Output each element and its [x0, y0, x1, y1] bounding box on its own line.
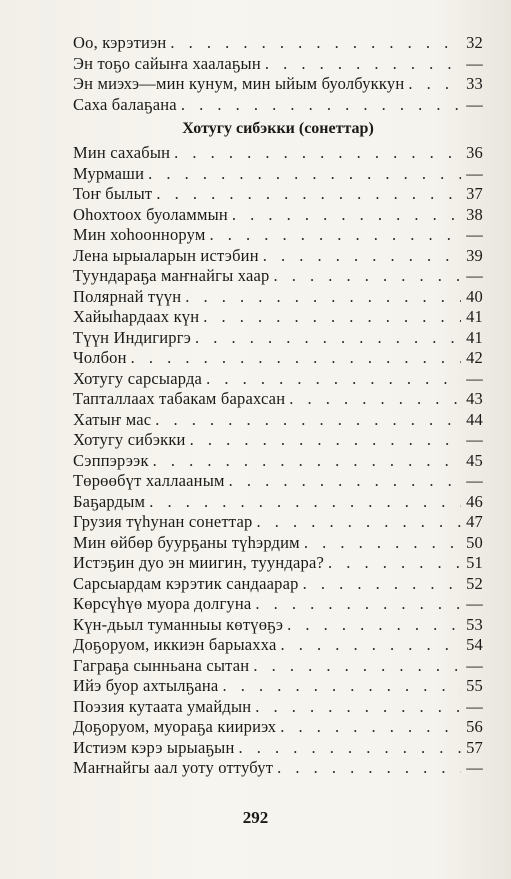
dot-leader [170, 33, 461, 54]
dot-leader [222, 676, 461, 697]
toc-entry [73, 33, 483, 54]
toc-entry [73, 348, 483, 369]
toc-entry-page: — [466, 758, 483, 777]
toc-entry [73, 758, 483, 779]
toc-entry-title: Мин сахабын [73, 143, 171, 162]
page-number: 292 [242, 808, 269, 827]
dot-leader [239, 738, 462, 759]
dot-leader [190, 430, 461, 451]
toc-entry-title: Түүн Индигиргэ [73, 327, 192, 347]
toc-entry-page: 37 [466, 184, 483, 203]
toc-entry-title: Тапталлаах табакам барахсан [73, 389, 286, 408]
toc-entry-page: 44 [466, 409, 483, 429]
toc-entry-title: Хайыһардаах күн [73, 307, 200, 326]
dot-leader [408, 74, 461, 95]
dot-leader [210, 225, 462, 246]
dot-leader [277, 758, 461, 779]
toc-entry [73, 430, 483, 451]
toc-entry [73, 697, 483, 718]
toc-entry [73, 54, 483, 75]
toc-entry-title: Хотугу сибэкки [73, 430, 186, 449]
toc-entry-page: — [466, 368, 483, 388]
toc-entry-title: Эн тоҕо сайыҥа хаалаҕын [73, 53, 261, 73]
toc-entry-title: Гаграҕа сынньана сытан [73, 655, 250, 675]
toc-entry-title: Сарсыардам кэрэтик сандаарар [73, 573, 299, 593]
toc-entry-page: 53 [466, 614, 483, 634]
toc-entry-page: 54 [466, 635, 483, 654]
toc-entry-page: 47 [466, 512, 483, 531]
toc-entry [73, 225, 483, 246]
dot-leader [206, 369, 461, 390]
toc-entry-page: — [466, 94, 483, 114]
dot-leader [148, 164, 461, 185]
toc-entry-page: — [466, 655, 483, 675]
dot-leader [131, 348, 461, 369]
dot-leader [203, 307, 461, 328]
toc-entry-title: Чолбон [73, 348, 127, 367]
toc-entry-title: Тоҥ былыт [73, 184, 153, 203]
toc-list-top [73, 33, 483, 115]
dot-leader [280, 635, 461, 656]
toc-entry-page: 51 [466, 553, 483, 572]
toc-entry-page: — [466, 53, 483, 73]
toc-entry-page: 46 [466, 491, 483, 511]
dot-leader [181, 95, 461, 116]
toc-entry-page: 40 [466, 286, 483, 306]
toc-entry [73, 553, 483, 574]
toc-entry-title: Ийэ буор ахтылҕана [73, 676, 219, 695]
toc-entry-page: 33 [466, 74, 483, 93]
dot-leader [232, 205, 461, 226]
toc-entry-page: 57 [466, 737, 483, 757]
dot-leader [265, 54, 461, 75]
toc-entry [73, 635, 483, 656]
toc-entry [73, 184, 483, 205]
toc-entry-title: Оо, кэрэтиэн [73, 33, 167, 52]
toc-entry-page: 38 [466, 204, 483, 224]
toc-entry-page: 36 [466, 143, 483, 162]
toc-entry [73, 164, 483, 185]
toc-entry-title: Доҕоруом, муораҕа киириэх [73, 717, 277, 736]
dot-leader [273, 266, 461, 287]
toc-entry [73, 246, 483, 267]
toc-entry-page: — [466, 266, 483, 285]
toc-entry-title: Туундараҕа маҥнайгы хаар [73, 266, 270, 285]
toc-entry [73, 369, 483, 390]
toc-entry [73, 328, 483, 349]
table-of-contents [73, 33, 483, 779]
toc-entry-page: 45 [466, 450, 483, 470]
toc-entry-title: Мин өйбөр буурҕаны түһэрдим [73, 532, 300, 552]
toc-entry [73, 287, 483, 308]
toc-entry [73, 738, 483, 759]
toc-entry-title: Хотугу сарсыарда [73, 368, 203, 388]
toc-entry-title: Көрсүһүө муора долгуна [73, 594, 252, 613]
dot-leader [303, 574, 461, 595]
toc-entry [73, 389, 483, 410]
toc-entry-page: 43 [466, 389, 483, 408]
dot-leader [229, 471, 461, 492]
toc-entry-page: 32 [466, 33, 483, 52]
toc-entry-title: Саха балаҕана [73, 94, 177, 114]
toc-entry-title: Сэппэрээк [73, 450, 149, 470]
toc-entry-page: 42 [466, 348, 483, 367]
toc-entry-title: Лена ырыаларын истэбин [73, 245, 259, 265]
toc-entry-title: Полярнай түүн [73, 286, 182, 306]
toc-entry-page: — [466, 471, 483, 490]
toc-entry-page: 39 [466, 245, 483, 265]
toc-entry-page: — [466, 594, 483, 613]
toc-entry [73, 266, 483, 287]
dot-leader [253, 656, 461, 677]
toc-entry-page: — [466, 163, 483, 183]
toc-entry-title: Мин хоһооннорум [73, 225, 206, 244]
toc-entry [73, 574, 483, 595]
toc-entry-title: Доҕоруом, иккиэн барыахха [73, 635, 277, 654]
toc-entry-page: 41 [466, 307, 483, 326]
toc-entry-title: Эн миэхэ—мин кунум, мин ыйым буолбуккун [73, 74, 405, 93]
toc-entry-title: Истиэм кэрэ ырыаҕын [73, 737, 235, 757]
toc-entry-title: Поэзия кутаата умайдын [73, 696, 252, 716]
toc-entry-page: 50 [466, 532, 483, 552]
toc-entry-page: 56 [466, 717, 483, 736]
toc-entry-page: 41 [466, 327, 483, 347]
toc-entry [73, 95, 483, 116]
toc-entry-page: — [466, 430, 483, 449]
toc-entry [73, 205, 483, 226]
toc-entry [73, 471, 483, 492]
toc-entry-title: Төрөөбүт халлааным [73, 471, 225, 490]
dot-leader [185, 287, 461, 308]
toc-entry-title: Грузия түһунан сонеттар [73, 512, 253, 531]
toc-entry-page: 55 [466, 676, 483, 695]
toc-entry-title: Күн-дьыл туманныы көтүөҕэ [73, 614, 284, 634]
dot-leader [256, 512, 461, 533]
dot-leader [328, 553, 461, 574]
toc-entry-title: Хатыҥ мас [73, 409, 152, 429]
toc-entry [73, 307, 483, 328]
dot-leader [149, 492, 461, 513]
toc-entry-title: Баҕардым [73, 491, 146, 511]
dot-leader [156, 184, 461, 205]
toc-entry [73, 492, 483, 513]
dot-leader [195, 328, 461, 349]
toc-entry [73, 143, 483, 164]
dot-leader [255, 594, 461, 615]
toc-entry [73, 717, 483, 738]
dot-leader [289, 389, 461, 410]
dot-leader [263, 246, 461, 267]
toc-entry-page: 52 [466, 573, 483, 593]
toc-entry-page: — [466, 225, 483, 244]
dot-leader [255, 697, 461, 718]
toc-list-main [73, 143, 483, 779]
dot-leader [174, 143, 461, 164]
toc-entry [73, 410, 483, 431]
dot-leader [280, 717, 461, 738]
toc-entry-title: Истэҕин дуо эн миигин, туундара? [73, 553, 324, 572]
dot-leader [287, 615, 461, 636]
toc-entry [73, 594, 483, 615]
toc-entry [73, 451, 483, 472]
toc-entry [73, 512, 483, 533]
toc-entry [73, 74, 483, 95]
toc-entry [73, 533, 483, 554]
toc-entry [73, 656, 483, 677]
dot-leader [155, 410, 461, 431]
toc-entry [73, 615, 483, 636]
toc-entry-title: Мурмаши [73, 163, 145, 183]
section-heading: Хотугу сибэкки (сонеттар) [182, 120, 374, 137]
dot-leader [304, 533, 461, 554]
toc-entry [73, 676, 483, 697]
toc-entry-page: — [466, 696, 483, 716]
toc-entry-title: Маҥнайгы аал уоту оттубут [73, 758, 274, 777]
dot-leader [153, 451, 461, 472]
toc-entry-title: Оһохтоох буоламмын [73, 204, 228, 224]
